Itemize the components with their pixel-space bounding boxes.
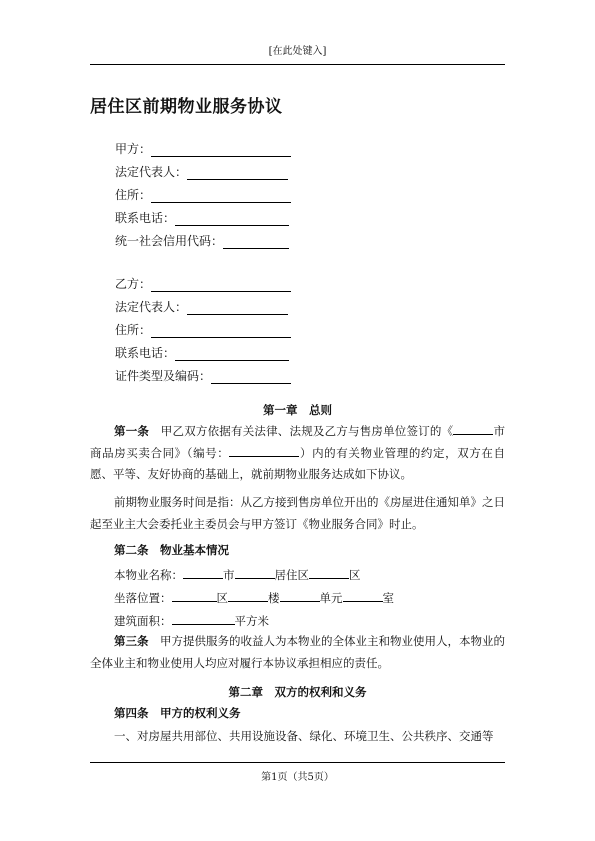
party-b-id-label: 证件类型及编码： xyxy=(115,369,212,383)
district-blank[interactable] xyxy=(309,565,349,579)
party-a-credit-code-blank[interactable] xyxy=(223,234,289,249)
party-a-address-blank[interactable] xyxy=(151,188,291,203)
contract-city-blank[interactable] xyxy=(453,421,493,435)
contract-number-blank[interactable] xyxy=(229,443,299,457)
area-unit-text: 平方米 xyxy=(234,614,269,628)
party-b-name-field[interactable] xyxy=(115,269,495,292)
service-period-paragraph: 前期物业服务时间是指：从乙方接到售房单位开出的《房屋进住通知单》之日起至业主大会委托业主委员会与甲方签订《物业服务合同》时止。 xyxy=(90,495,505,531)
city-text: 市 xyxy=(223,568,235,582)
article-3-heading: 第三条 xyxy=(114,634,149,648)
article-3-paragraph xyxy=(90,631,505,674)
article-4-heading: 第四条 甲方的权利义务 xyxy=(114,706,241,720)
party-b-name-blank[interactable] xyxy=(151,277,291,292)
party-a-name-blank[interactable] xyxy=(151,142,291,157)
room-text: 室 xyxy=(382,591,394,605)
property-name-row xyxy=(114,565,361,583)
party-a-address-label: 住所： xyxy=(115,188,152,202)
party-a-phone-blank[interactable] xyxy=(175,211,289,226)
building-blank[interactable] xyxy=(228,588,268,602)
city-blank[interactable] xyxy=(183,565,223,579)
party-a-credit-code-label: 统一社会信用代码： xyxy=(115,234,224,248)
chapter-1-heading: 第一章 总则 xyxy=(263,403,332,417)
property-name-label: 本物业名称： xyxy=(114,568,183,582)
building-text: 楼 xyxy=(268,591,280,605)
location-row xyxy=(114,588,394,606)
article-1-text-3: ）内的有关物业管理的约定，双方在自愿、平等、友好协商的基础上，就前期物业服务达成如下协议。 xyxy=(90,445,506,481)
party-a-phone-field[interactable] xyxy=(115,203,495,226)
party-b-phone-blank[interactable] xyxy=(175,346,289,361)
article-1-heading: 第一条 xyxy=(114,424,150,438)
page-number: 第1页（共5页） xyxy=(261,772,334,783)
footer-divider xyxy=(90,762,505,763)
room-blank[interactable] xyxy=(343,588,383,602)
unit-blank[interactable] xyxy=(280,588,320,602)
district-text: 区 xyxy=(349,568,361,582)
party-b-rep-field[interactable] xyxy=(115,292,495,315)
party-b-address-blank[interactable] xyxy=(151,323,291,338)
location-district-text: 区 xyxy=(216,591,228,605)
party-b-name-label: 乙方： xyxy=(115,277,152,291)
page-header: [在此处键入] xyxy=(268,46,327,57)
unit-text: 单元 xyxy=(319,591,343,605)
party-a-name-label: 甲方： xyxy=(115,142,152,156)
party-a-rep-label: 法定代表人： xyxy=(115,165,188,179)
party-b-id-field[interactable] xyxy=(115,361,495,384)
residential-blank[interactable] xyxy=(235,565,275,579)
party-a-phone-label: 联系电话： xyxy=(115,211,176,225)
header-divider xyxy=(90,64,505,65)
party-a-address-field[interactable] xyxy=(115,180,495,203)
article-4-item-1: 一、对房屋共用部位、共用设施设备、绿化、环境卫生、公共秩序、交通等 xyxy=(114,729,494,743)
article-1-text-1: 甲乙双方依据有关法律、法规及乙方与售房单位签订的《 xyxy=(149,424,454,438)
chapter-2-heading: 第二章 双方的权利和义务 xyxy=(228,685,367,699)
party-info-section xyxy=(115,134,495,384)
party-b-phone-field[interactable] xyxy=(115,338,495,361)
location-district-blank[interactable] xyxy=(172,588,217,602)
party-a-rep-field[interactable] xyxy=(115,157,495,180)
article-3-text: 甲方提供服务的收益人为本物业的全体业主和物业使用人，本物业的全体业主和物业使用人均应对履行本协议承担相应的责任。 xyxy=(90,634,505,670)
party-a-rep-blank[interactable] xyxy=(187,165,288,180)
document-title: 居住区前期物业服务协议 xyxy=(90,97,283,117)
party-a-credit-code-field[interactable] xyxy=(115,226,495,249)
party-b-address-field[interactable] xyxy=(115,315,495,338)
party-a-name-field[interactable] xyxy=(115,134,495,157)
party-b-address-label: 住所： xyxy=(115,323,152,337)
area-blank[interactable] xyxy=(172,611,235,625)
party-b-rep-blank[interactable] xyxy=(187,300,288,315)
residential-text: 居住区 xyxy=(274,568,309,582)
party-b-rep-label: 法定代表人： xyxy=(115,300,188,314)
party-b-phone-label: 联系电话： xyxy=(115,346,176,360)
party-b-id-blank[interactable] xyxy=(211,369,291,384)
location-label: 坐落位置： xyxy=(114,591,172,605)
article-1-text-2: 市商品房买卖合同》（编号： xyxy=(90,424,506,460)
article-1-paragraph xyxy=(90,421,505,486)
area-row xyxy=(114,611,269,629)
area-label: 建筑面积： xyxy=(114,614,172,628)
article-2-heading: 第二条 物业基本情况 xyxy=(114,543,229,557)
